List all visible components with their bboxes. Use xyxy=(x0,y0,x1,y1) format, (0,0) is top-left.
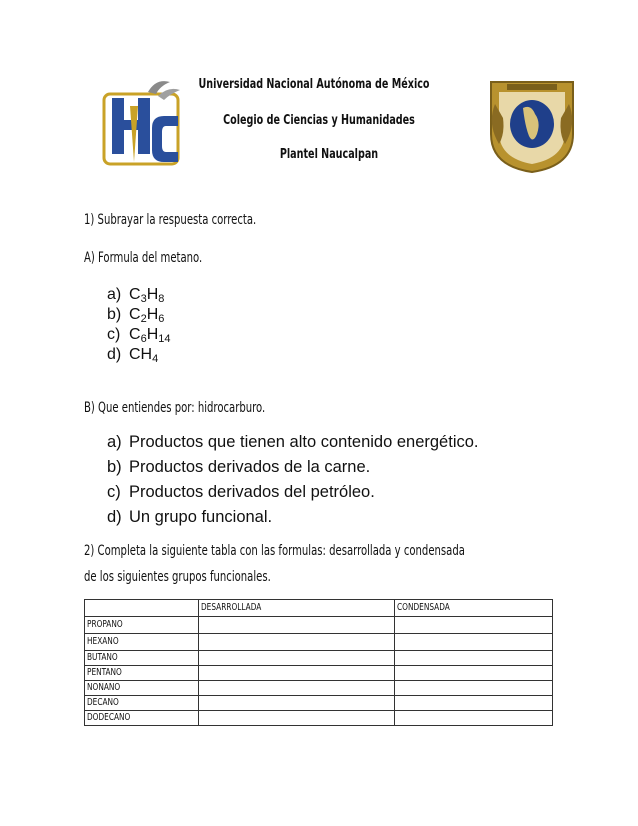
row-label: NONANO xyxy=(85,681,199,696)
row-label: HEXANO xyxy=(85,634,199,651)
desarrollada-cell[interactable] xyxy=(199,666,395,681)
college-name: Colegio de Ciencias y Humanidades xyxy=(223,113,415,128)
condensada-cell[interactable] xyxy=(395,696,553,711)
condensada-cell[interactable] xyxy=(395,651,553,666)
option-a: a) $C_3H_8$ xyxy=(107,286,165,305)
table-row xyxy=(85,696,553,711)
desarrollada-cell[interactable] xyxy=(199,651,395,666)
condensada-cell[interactable] xyxy=(395,666,553,681)
option-a: a) Productos que tienen alto contenido energético. xyxy=(107,433,479,451)
option-c: c) Productos derivados del petróleo. xyxy=(107,483,375,501)
desarrollada-cell[interactable] xyxy=(199,696,395,711)
table-header-cell: DESARROLLADA xyxy=(199,600,395,617)
table-row xyxy=(85,634,553,651)
question-a-prompt: A) Formula del metano. xyxy=(84,250,203,266)
desarrollada-cell[interactable] xyxy=(199,711,395,726)
row-label: PENTANO xyxy=(85,666,199,681)
table-header-cell xyxy=(85,600,199,617)
question-2-line-2: de los siguientes grupos funcionales. xyxy=(84,569,271,585)
option-c: c) $C_6H_{14}$ xyxy=(107,326,171,345)
table-header-row xyxy=(85,600,553,617)
unam-seal-icon xyxy=(485,74,579,174)
desarrollada-cell[interactable] xyxy=(199,634,395,651)
condensada-cell[interactable] xyxy=(395,634,553,651)
row-label: PROPANO xyxy=(85,617,199,634)
row-label: DECANO xyxy=(85,696,199,711)
option-b: b) $C_2H_6$ xyxy=(107,306,165,325)
university-name: Universidad Nacional Autónoma de México xyxy=(198,77,430,92)
campus-name: Plantel Naucalpan xyxy=(279,147,379,162)
condensada-cell[interactable] xyxy=(395,681,553,696)
desarrollada-cell[interactable] xyxy=(199,681,395,696)
functional-groups-table xyxy=(84,599,553,726)
question-b-options xyxy=(107,430,479,530)
question-b-prompt: B) Que entiendes por: hidrocarburo. xyxy=(84,400,266,416)
table-row xyxy=(85,651,553,666)
table-row xyxy=(85,617,553,634)
table-header-cell: CONDENSADA xyxy=(395,600,553,617)
condensada-cell[interactable] xyxy=(395,617,553,634)
row-label: BUTANO xyxy=(85,651,199,666)
row-label: DODECANO xyxy=(85,711,199,726)
table-row xyxy=(85,711,553,726)
table-row xyxy=(85,681,553,696)
question-2-line-1: 2) Completa la siguiente tabla con las formulas: desarrollada y condensada xyxy=(84,543,465,559)
option-d: d) $CH_4$ xyxy=(107,346,159,365)
option-d: d) Un grupo funcional. xyxy=(107,508,273,526)
desarrollada-cell[interactable] xyxy=(199,617,395,634)
question-a-options xyxy=(107,285,171,365)
question-1-title: 1) Subrayar la respuesta correcta. xyxy=(84,212,257,228)
condensada-cell[interactable] xyxy=(395,711,553,726)
table-row xyxy=(85,666,553,681)
option-b: b) Productos derivados de la carne. xyxy=(107,458,371,476)
